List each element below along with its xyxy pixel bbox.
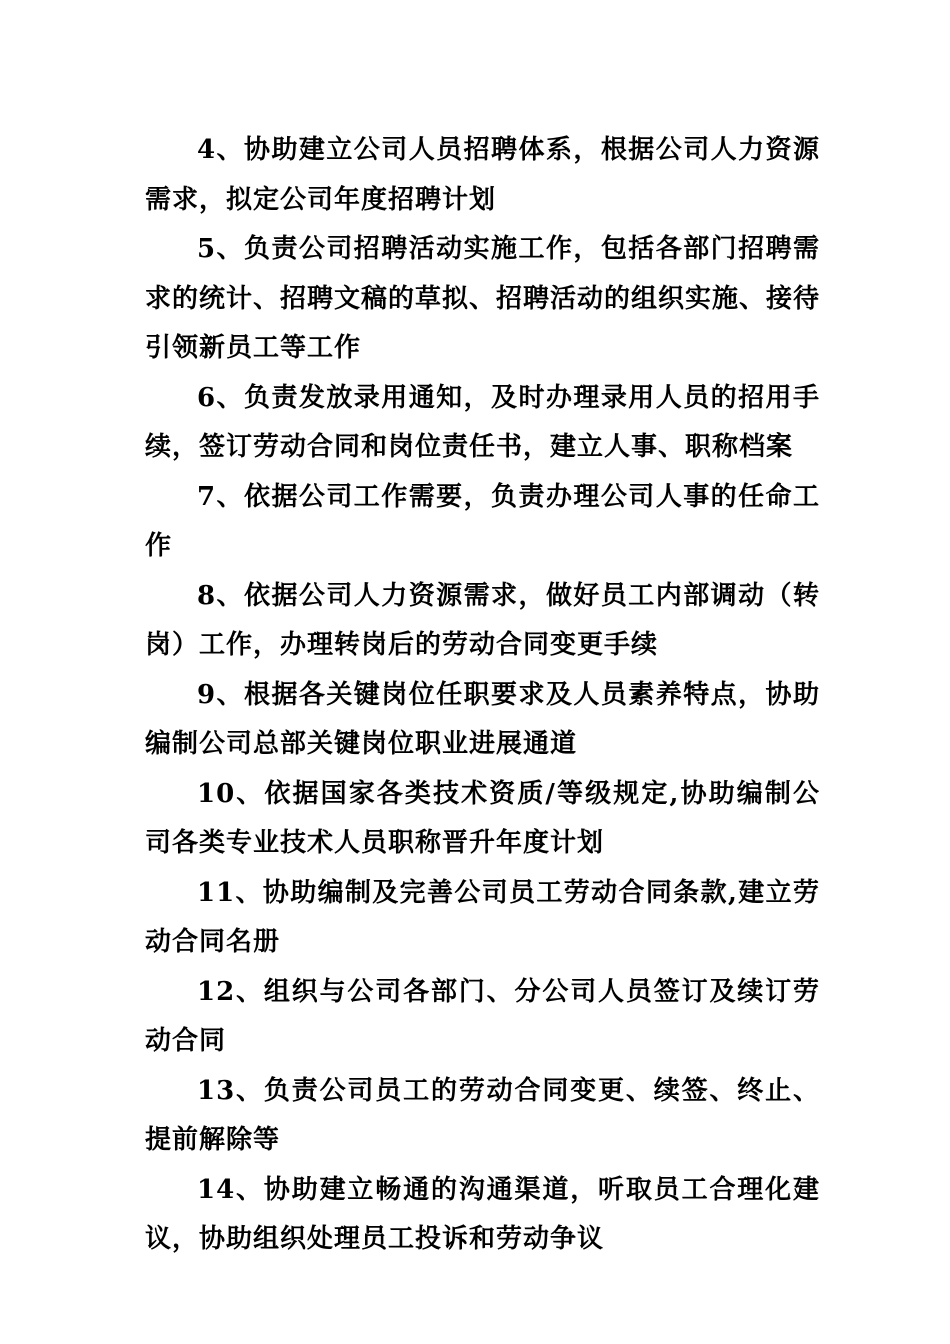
paragraph-item-9: 9、根据各关键岗位任职要求及人员素养特点，协助编制公司总部关键岗位职业进展通道: [145, 679, 820, 759]
paragraph-item-11: 11、协助编制及完善公司员工劳动合同条款,建立劳动合同名册: [145, 877, 820, 957]
document-body: [145, 126, 820, 1265]
paragraph-item-14: 14、协助建立畅通的沟通渠道，听取员工合理化建议，协助组织处理员工投诉和劳动争议: [145, 1174, 820, 1254]
paragraph-item-13: 13、负责公司员工的劳动合同变更、续签、终止、提前解除等: [145, 1075, 820, 1155]
paragraph-item-6: 6、负责发放录用通知，及时办理录用人员的招用手续，签订劳动合同和岗位责任书，建立人事、职称档案: [145, 382, 820, 462]
paragraph-item-5: 5、负责公司招聘活动实施工作，包括各部门招聘需求的统计、招聘文稿的草拟、招聘活动的组织实施、接待引领新员工等工作: [145, 234, 821, 363]
paragraph-item-7: 7、依据公司工作需要，负责办理公司人事的任命工作: [145, 481, 820, 561]
paragraph-item-4: 4、协助建立公司人员招聘体系，根据公司人力资源需求，拟定公司年度招聘计划: [145, 135, 820, 215]
paragraph-item-8: 8、依据公司人力资源需求，做好员工内部调动（转岗）工作，办理转岗后的劳动合同变更手续: [145, 580, 820, 660]
paragraph-item-12: 12、组织与公司各部门、分公司人员签订及续订劳动合同: [145, 976, 820, 1056]
paragraph-item-10: 10、依据国家各类技术资质/等级规定,协助编制公司各类专业技术人员职称晋升年度计划: [145, 778, 820, 858]
